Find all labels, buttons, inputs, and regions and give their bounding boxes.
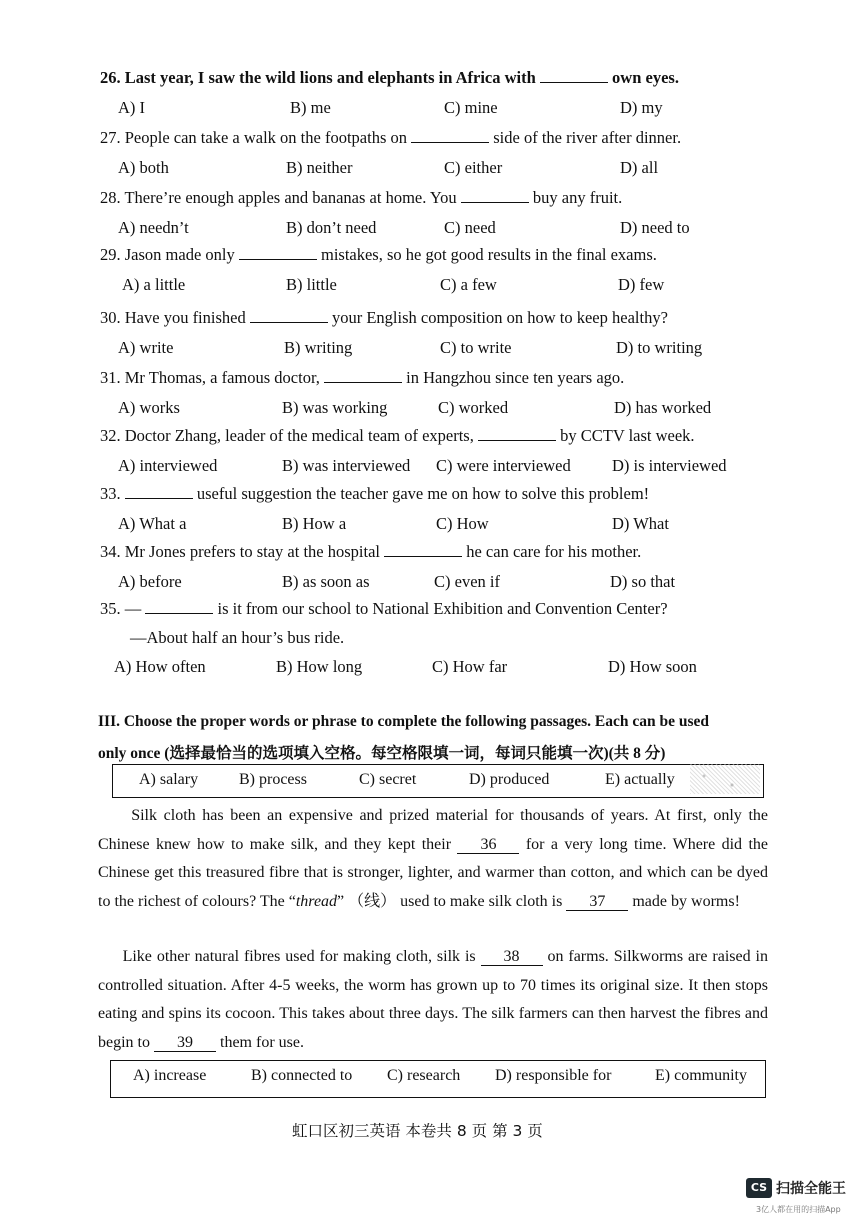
question-text: buy any fruit. — [528, 188, 623, 207]
option-b[interactable]: B) me — [290, 98, 331, 117]
options-row — [100, 275, 780, 297]
option-b[interactable]: B) neither — [286, 158, 353, 177]
word-option: D) responsible for — [495, 1067, 612, 1084]
option-c[interactable]: C) How — [436, 514, 489, 533]
option-c[interactable]: C) a few — [440, 275, 497, 294]
scan-smudge — [690, 764, 760, 794]
question-32 — [100, 426, 695, 446]
options-row — [100, 98, 780, 120]
passage-text: for a very long time. Where did the Chinese get this treasured fibre that is stronger, lighter, and warmer than cotton, and which can be dyed to the richest of colours? The “ — [98, 835, 769, 910]
option-b[interactable]: B) writing — [284, 338, 353, 357]
option-d[interactable]: D) few — [618, 275, 665, 294]
option-a[interactable]: A) write — [118, 338, 174, 357]
option-c[interactable]: C) either — [444, 158, 503, 177]
question-number: 34. — [100, 542, 125, 561]
option-c[interactable]: C) mine — [444, 98, 498, 117]
question-27 — [100, 128, 681, 148]
question-text: Mr Jones prefers to stay at the hospital — [124, 542, 385, 561]
option-d[interactable]: D) How soon — [608, 657, 697, 676]
option-b[interactable]: B) How long — [276, 657, 363, 676]
question-35 — [100, 599, 668, 619]
answer-blank[interactable] — [324, 368, 402, 383]
option-c[interactable]: C) were interviewed — [436, 456, 571, 475]
question-number: 30. — [100, 308, 125, 327]
option-d[interactable]: D) has worked — [614, 398, 712, 417]
watermark-name: 扫描全能王 — [776, 1181, 846, 1197]
passage-blank[interactable]: 37 — [566, 894, 628, 911]
option-c[interactable]: C) need — [444, 218, 496, 237]
option-b[interactable]: B) little — [286, 275, 337, 294]
option-b[interactable]: B) was interviewed — [282, 456, 411, 475]
word-box-2 — [110, 1060, 766, 1098]
passage-paragraph-2 — [98, 943, 768, 1057]
answer-blank[interactable] — [250, 308, 328, 323]
word-option: E) community — [655, 1067, 747, 1084]
question-text: — — [124, 599, 146, 618]
question-number: 31. — [100, 368, 125, 387]
question-text: Jason made only — [124, 245, 239, 264]
options-row — [100, 514, 780, 536]
italic-word: thread — [295, 892, 338, 910]
answer-blank[interactable] — [384, 542, 462, 557]
option-c[interactable]: C) even if — [434, 572, 500, 591]
options-row — [100, 572, 780, 594]
passage-text: them for use. — [216, 1033, 304, 1051]
page-footer: 虹口区初三英语 本卷共 8 页 第 3 页 — [292, 1122, 543, 1140]
question-number: 27. — [100, 128, 125, 147]
question-number: 28. — [100, 188, 125, 207]
question-30 — [100, 308, 668, 328]
question-text: Doctor Zhang, leader of the medical team of experts, — [124, 426, 478, 445]
option-d[interactable]: D) all — [620, 158, 659, 177]
word-option: D) produced — [469, 771, 550, 788]
question-text: he can care for his mother. — [462, 542, 642, 561]
question-29 — [100, 245, 657, 265]
question-text: own eyes. — [607, 68, 679, 87]
question-number: 26. — [100, 68, 125, 87]
option-b[interactable]: B) was working — [282, 398, 388, 417]
passage-text: Silk cloth has been an expensive and prized material for thousands of years. At first, only the Chinese knew how to make silk, and they kept their — [98, 807, 768, 853]
answer-blank[interactable] — [125, 484, 193, 499]
camscanner-watermark — [746, 1178, 856, 1222]
section-heading: III. Choose the proper words or phrase to complete the following passages. Each can be used — [98, 713, 709, 730]
options-row — [100, 338, 780, 360]
option-a[interactable]: A) before — [118, 572, 182, 591]
options-row — [100, 158, 780, 180]
question-28 — [100, 188, 622, 208]
watermark-tagline: 3亿人都在用的扫描App — [756, 1205, 841, 1214]
option-b[interactable]: B) don’t need — [286, 218, 377, 237]
option-b[interactable]: B) as soon as — [282, 572, 370, 591]
option-a[interactable]: A) interviewed — [118, 456, 218, 475]
option-d[interactable]: D) to writing — [616, 338, 703, 357]
option-a[interactable]: A) I — [118, 98, 146, 117]
option-c[interactable]: C) worked — [438, 398, 509, 417]
option-a[interactable]: A) How often — [114, 657, 206, 676]
question-number: 29. — [100, 245, 125, 264]
option-a[interactable]: A) a little — [122, 275, 186, 294]
option-d[interactable]: D) is interviewed — [612, 456, 727, 475]
option-a[interactable]: A) What a — [118, 514, 187, 533]
passage-text: ” （线） used to make silk cloth is — [337, 892, 567, 910]
options-row — [100, 218, 780, 240]
question-text: Last year, I saw the wild lions and elephants in Africa with — [124, 68, 540, 87]
question-text: your English composition on how to keep healthy? — [327, 308, 668, 327]
answer-blank[interactable] — [145, 599, 213, 614]
option-d[interactable]: D) my — [620, 98, 663, 117]
question-number: 33. — [100, 484, 125, 503]
question-text: side of the river after dinner. — [489, 128, 682, 147]
option-d[interactable]: D) What — [612, 514, 669, 533]
word-option: B) connected to — [251, 1067, 353, 1084]
question-34 — [100, 542, 641, 562]
passage-blank[interactable]: 36 — [457, 837, 519, 854]
option-c[interactable]: C) How far — [432, 657, 508, 676]
question-number: 32. — [100, 426, 125, 445]
passage-text: on farms. Silkworms are raised in controlled situation. After 4-5 weeks, the worm has grown up to 70 times its original size. It then stops eating and spins its cocoon. This takes about three days. The silk farmers can then harvest the fibres and begin to — [98, 948, 768, 1051]
section-instruction: only once (选择最恰当的选项填入空格。每空格限填一词，每词只能填一次)(共 8 分) — [98, 745, 666, 762]
question-26 — [100, 68, 679, 88]
question-33 — [100, 484, 649, 504]
option-a[interactable]: A) both — [118, 158, 169, 177]
word-option: C) research — [387, 1067, 461, 1084]
question-31 — [100, 368, 624, 388]
option-b[interactable]: B) How a — [282, 514, 347, 533]
options-row — [100, 456, 780, 478]
answer-blank[interactable] — [239, 245, 317, 260]
passage-blank[interactable]: 39 — [154, 1035, 216, 1052]
option-d[interactable]: D) so that — [610, 572, 676, 591]
question-number: 35. — [100, 599, 125, 618]
option-c[interactable]: C) to write — [440, 338, 512, 357]
question-text: useful suggestion the teacher gave me on how to solve this problem! — [192, 484, 650, 503]
question-text: Have you finished — [124, 308, 250, 327]
option-a[interactable]: A) works — [118, 398, 180, 417]
answer-blank[interactable] — [540, 68, 608, 83]
word-box-1 — [112, 764, 764, 798]
answer-blank[interactable] — [411, 128, 489, 143]
cs-logo-icon: CS — [746, 1178, 772, 1198]
passage-text: made by worms! — [628, 892, 740, 910]
options-row — [100, 657, 780, 679]
options-row — [100, 398, 780, 420]
question-text: is it from our school to National Exhibition and Convention Center? — [213, 599, 668, 618]
word-option: B) process — [239, 771, 307, 788]
question-reply: —About half an hour’s bus ride. — [130, 628, 345, 647]
passage-paragraph-1 — [98, 802, 768, 916]
question-text: mistakes, so he got good results in the final exams. — [316, 245, 657, 264]
word-option: A) increase — [133, 1067, 207, 1084]
question-text: People can take a walk on the footpaths on — [124, 128, 412, 147]
passage-blank[interactable]: 38 — [481, 949, 543, 966]
answer-blank[interactable] — [478, 426, 556, 441]
option-a[interactable]: A) needn’t — [118, 218, 189, 237]
option-d[interactable]: D) need to — [620, 218, 690, 237]
question-text: Mr Thomas, a famous doctor, — [124, 368, 325, 387]
question-text: There’re enough apples and bananas at home. You — [124, 188, 461, 207]
question-text: by CCTV last week. — [555, 426, 695, 445]
word-option: C) secret — [359, 771, 417, 788]
word-option: A) salary — [139, 771, 199, 788]
answer-blank[interactable] — [461, 188, 529, 203]
word-option: E) actually — [605, 771, 675, 788]
question-text: in Hangzhou since ten years ago. — [402, 368, 625, 387]
passage-text: Like other natural fibres used for making cloth, silk is — [98, 948, 481, 965]
